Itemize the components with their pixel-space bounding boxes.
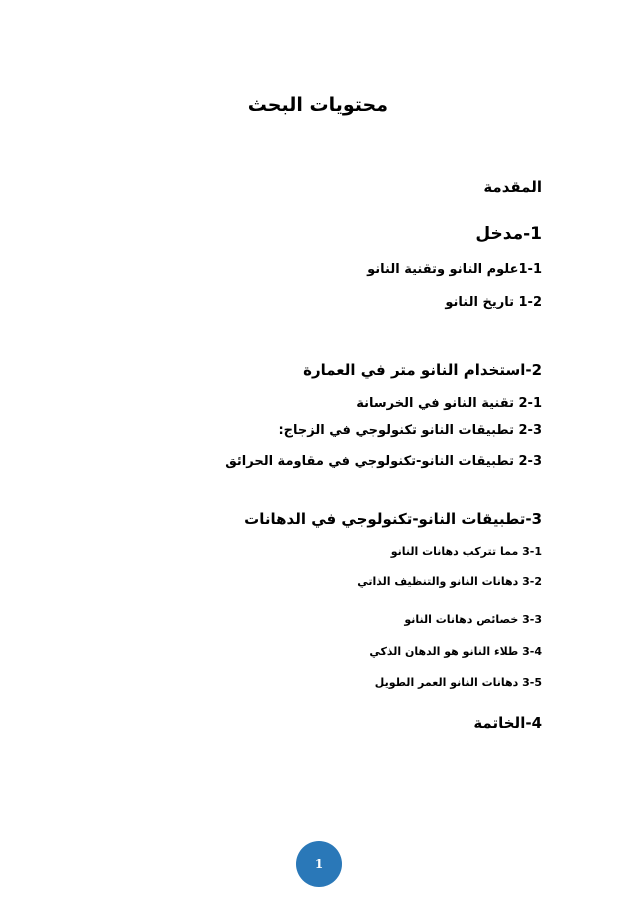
toc-item-1-1: 1-1علوم النانو وتقنية النانو <box>367 262 542 277</box>
toc-item-2-1: 2-1 تقنية النانو في الخرسانة <box>356 396 542 411</box>
toc-item-introduction: المقدمة <box>483 178 542 196</box>
toc-item-3: 3-تطبيقات النانو-تكنولوجي في الدهانات <box>244 510 542 528</box>
toc-item-1: 1-مدخل <box>475 224 542 244</box>
toc-item-4: 4-الخاتمة <box>473 714 542 732</box>
toc-item-3-5: 3-5 دهانات النانو العمر الطويل <box>374 676 542 689</box>
toc-item-2-3-fire: 2-3 تطبيقات النانو-تكنولوجي في مقاومة الحرائق <box>225 454 542 469</box>
page-title: محتويات البحث <box>247 94 388 116</box>
toc-item-3-4: 3-4 طلاء النانو هو الدهان الذكي <box>369 645 542 658</box>
toc-item-2: 2-استخدام النانو متر في العمارة <box>303 361 542 379</box>
toc-item-3-3: 3-3 خصائص دهانات النانو <box>404 613 542 626</box>
toc-item-2-3-glass: 2-3 تطبيقات النانو تكنولوجي في الزجاج: <box>278 423 542 438</box>
toc-item-3-2: 3-2 دهانات النانو والتنظيف الذاتي <box>357 575 542 588</box>
toc-item-3-1: 3-1 مما تتركب دهانات النانو <box>390 545 542 558</box>
page-number-badge: 1 <box>296 841 342 887</box>
toc-item-1-2: 1-2 تاريخ النانو <box>445 295 542 310</box>
